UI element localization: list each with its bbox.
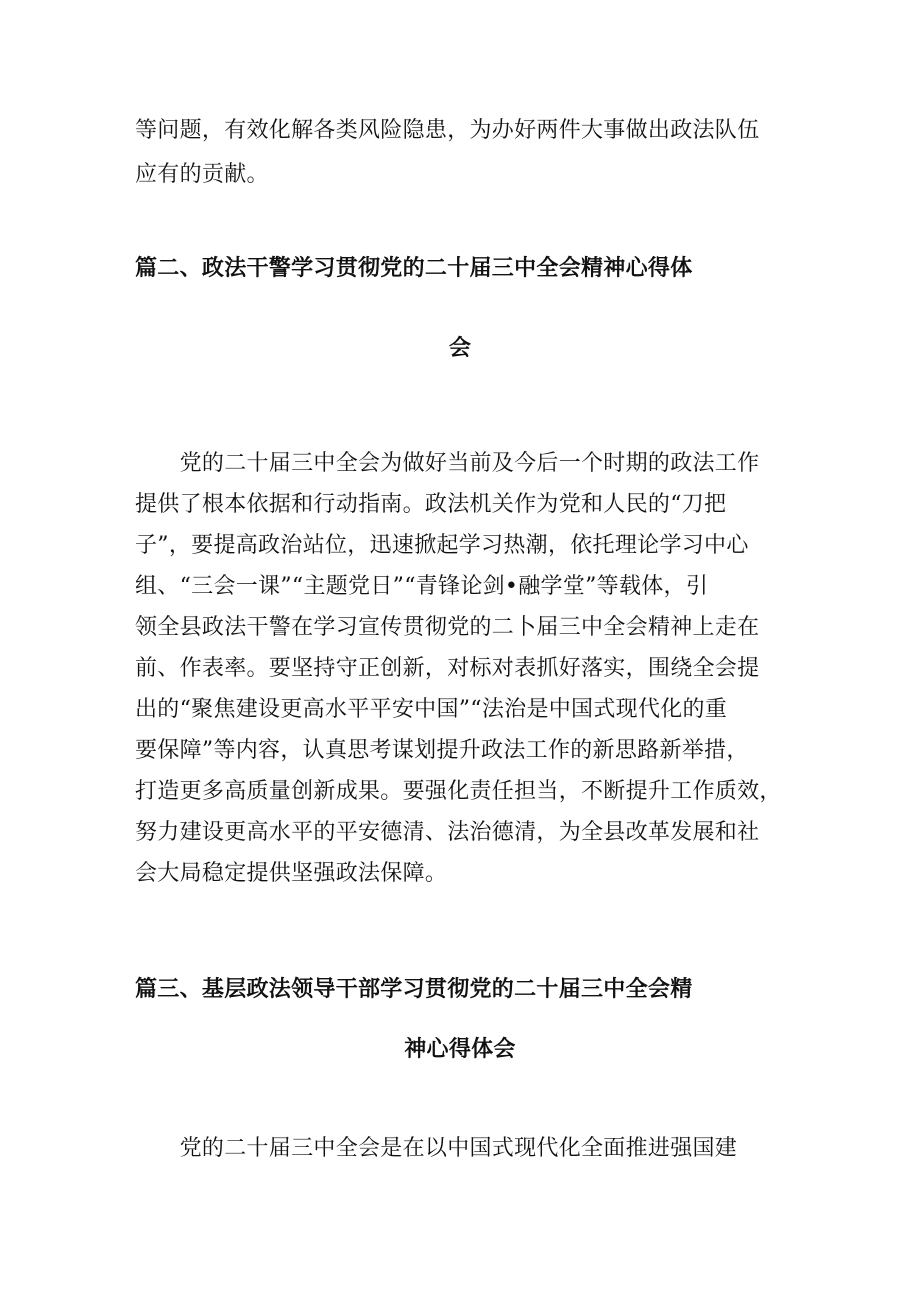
- section2-line-4: 组、“三会一课”“主题党日”“青锋论剑•融学堂”等载体，引: [135, 574, 709, 599]
- section3-title-line-2: 神心得体会: [404, 1037, 516, 1062]
- section2-line-11: 会大局稳定提供坚强政法保障。: [135, 861, 448, 886]
- section2-line-3: 子”，要提高政治站位，迅速掀起学习热潮，依托理论学习中心: [135, 533, 749, 558]
- section2-line-7: 出的“聚焦建设更高水平平安中国”“法治是中国式现代化的重: [135, 697, 728, 722]
- section2-line-10: 努力建设更高水平的平安德清、法治德清，为全县改革发展和社: [135, 820, 760, 845]
- section2-title-line-2: 会: [448, 336, 472, 361]
- intro-line-2: 应有的贡献。: [135, 162, 269, 187]
- section2-line-2: 提供了根本依据和行动指南。政法机关作为党和人民的“刀把: [135, 492, 727, 517]
- section2-title-line-1: 篇二、政法干警学习贯彻党的二十届三中全会精神心得体: [135, 256, 693, 281]
- section3-title-line-1: 篇三、基层政法领导干部学习贯彻党的二十届三中全会精: [135, 977, 693, 1002]
- section2-line-6: 前、作表率。要坚持守正创新，对标对表抓好落实，围绕全会提: [135, 656, 760, 681]
- section2-line-8: 要保障”等内容，认真思考谋划提升政法工作的新思路新举措，: [135, 738, 749, 763]
- section2-line-1: 党的二十届三中全会为做好当前及今后一个时期的政法工作: [135, 451, 760, 476]
- section2-line-5: 领全县政法干警在学习宣传贯彻党的二卜届三中全会精神上走在: [135, 615, 760, 640]
- section3-line-1: 党的二十届三中全会是在以中国式现代化全面推进强国建: [135, 1136, 738, 1161]
- intro-line-1: 等问题，有效化解各类风险隐患，为办好两件大事做出政法队伍: [135, 118, 760, 143]
- section2-line-9: 打造更多高质量创新成果。要强化责任担当，不断提升工作质效，: [135, 779, 782, 804]
